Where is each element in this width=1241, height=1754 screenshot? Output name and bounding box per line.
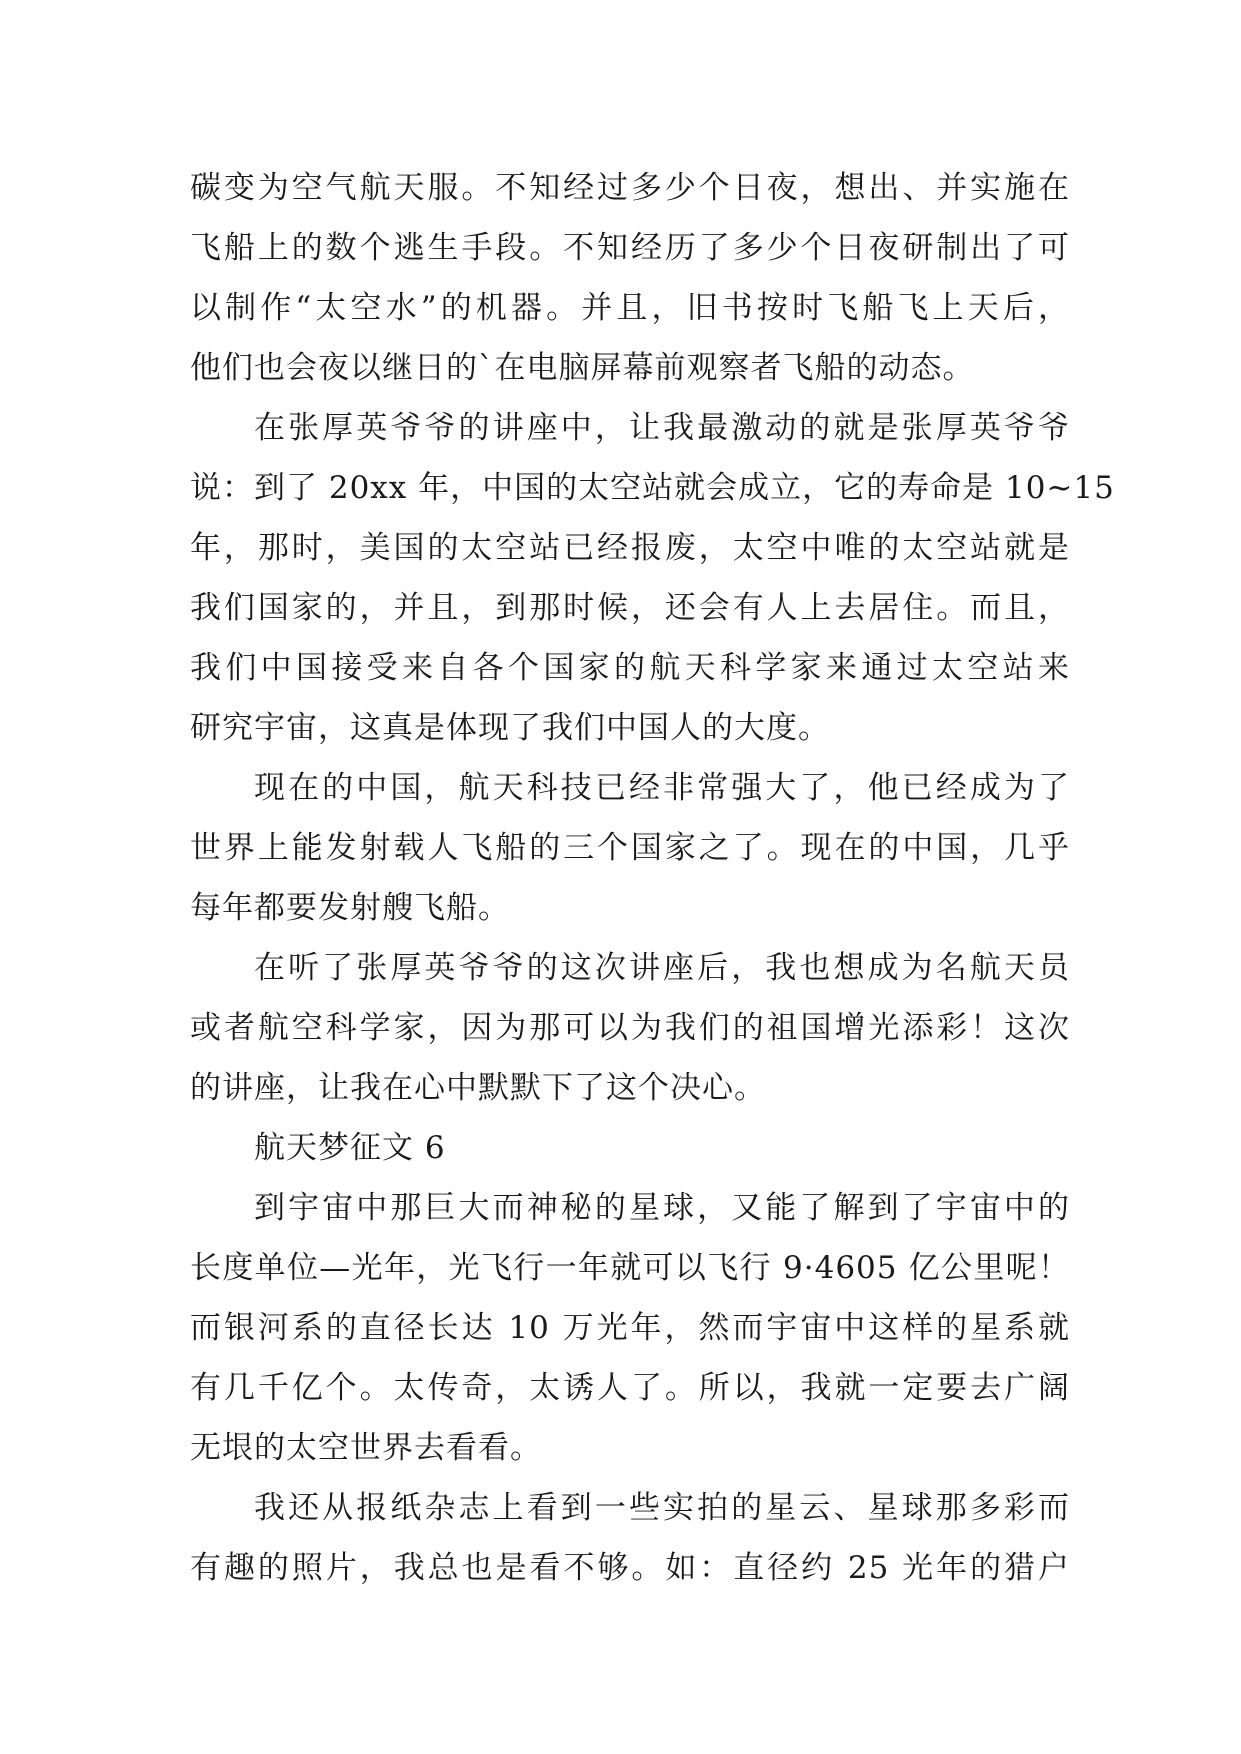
text-line: 现在的中国，航天科技已经非常强大了，他已经成为了 xyxy=(254,770,1070,806)
text-line: 说：到了 20xx 年，中国的太空站就会成立，它的寿命是 10~15 xyxy=(190,470,1115,506)
text-line: 在听了张厚英爷爷的这次讲座后，我也想成为名航天员 xyxy=(254,950,1070,986)
text-line: 研究宇宙，这真是体现了我们中国人的大度。 xyxy=(190,710,830,746)
text-line: 长度单位—光年，光飞行一年就可以飞行 9·4605 亿公里呢！ xyxy=(190,1250,1070,1286)
document-body xyxy=(190,158,1115,1598)
text-line: 年，那时，美国的太空站已经报废，太空中唯的太空站就是 xyxy=(190,530,1070,566)
text-line: 每年都要发射艘飞船。 xyxy=(190,890,510,926)
text-line: 航天梦征文 6 xyxy=(254,1130,446,1166)
text-line: 无垠的太空世界去看看。 xyxy=(190,1430,542,1466)
text-line: 在张厚英爷爷的讲座中，让我最激动的就是张厚英爷爷 xyxy=(254,410,1070,446)
text-line: 而银河系的直径长达 10 万光年，然而宇宙中这样的星系就 xyxy=(190,1310,1070,1346)
text-line: 我们中国接受来自各个国家的航天科学家来通过太空站来 xyxy=(190,650,1070,686)
text-line: 我们国家的，并且，到那时候，还会有人上去居住。而且， xyxy=(190,590,1070,626)
text-line: 飞船上的数个逃生手段。不知经历了多少个日夜研制出了可 xyxy=(190,230,1070,266)
text-line: 世界上能发射载人飞船的三个国家之了。现在的中国，几乎 xyxy=(190,830,1070,866)
text-line: 有趣的照片，我总也是看不够。如：直径约 25 光年的猎户 xyxy=(190,1550,1070,1586)
text-line: 或者航空科学家，因为那可以为我们的祖国增光添彩！这次 xyxy=(190,1010,1070,1046)
text-line: 碳变为空气航天服。不知经过多少个日夜，想出、并实施在 xyxy=(190,170,1070,206)
text-line: 我还从报纸杂志上看到一些实拍的星云、星球那多彩而 xyxy=(254,1490,1070,1526)
text-line: 有几千亿个。太传奇，太诱人了。所以，我就一定要去广阔 xyxy=(190,1370,1070,1406)
text-line: 的讲座，让我在心中默默下了这个决心。 xyxy=(190,1070,766,1106)
text-line: 到宇宙中那巨大而神秘的星球，又能了解到了宇宙中的 xyxy=(254,1190,1070,1226)
text-line: 以制作“太空水”的机器。并且，旧书按时飞船飞上天后， xyxy=(190,290,1070,326)
text-line: 他们也会夜以继日的`在电脑屏幕前观察者飞船的动态。 xyxy=(190,350,975,386)
